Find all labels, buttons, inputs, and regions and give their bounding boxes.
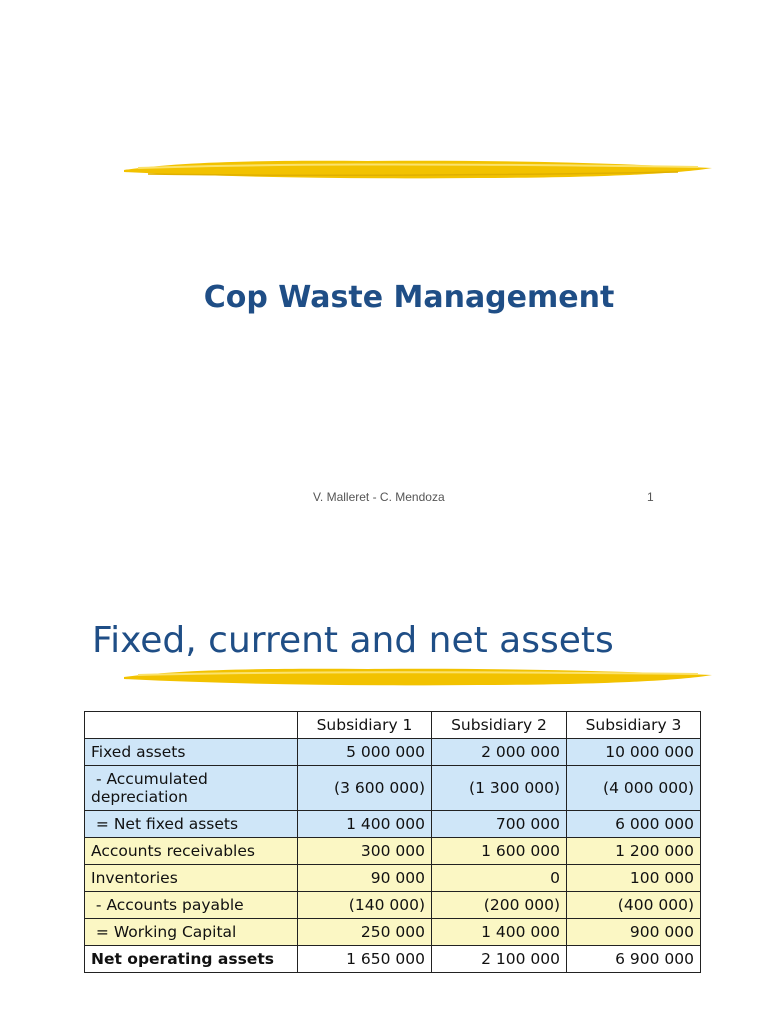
- row-label: Accounts receivables: [85, 838, 298, 865]
- header-cell: Subsidiary 1: [298, 712, 432, 739]
- row-label: = Working Capital: [85, 919, 298, 946]
- slide-title: Fixed, current and net assets: [92, 620, 614, 661]
- table-cell: (1 300 000): [432, 766, 567, 811]
- table-cell: 5 000 000: [298, 739, 432, 766]
- table-cell: 300 000: [298, 838, 432, 865]
- header-cell: [85, 712, 298, 739]
- table-row: [85, 865, 701, 892]
- row-label: Fixed assets: [85, 739, 298, 766]
- table-cell: 1 600 000: [432, 838, 567, 865]
- table-row: [85, 919, 701, 946]
- table-cell: 1 650 000: [298, 946, 432, 973]
- table-cell: 6 000 000: [567, 811, 701, 838]
- table-cell: 6 900 000: [567, 946, 701, 973]
- table-row-total: [85, 946, 701, 973]
- slide-title: Cop Waste Management: [203, 280, 615, 315]
- table-cell: 1 400 000: [432, 919, 567, 946]
- header-cell: Subsidiary 2: [432, 712, 567, 739]
- table-cell: 10 000 000: [567, 739, 701, 766]
- table-cell: (200 000): [432, 892, 567, 919]
- table-cell: 900 000: [567, 919, 701, 946]
- page-number: 1: [647, 490, 654, 504]
- header-cell: Subsidiary 3: [567, 712, 701, 739]
- table-cell: 0: [432, 865, 567, 892]
- table-row: [85, 811, 701, 838]
- table-row: [85, 892, 701, 919]
- table-cell: 1 200 000: [567, 838, 701, 865]
- table-cell: (3 600 000): [298, 766, 432, 811]
- table-header-row: [85, 712, 701, 739]
- table-cell: 100 000: [567, 865, 701, 892]
- table-cell: 90 000: [298, 865, 432, 892]
- footer-author: V. Malleret - C. Mendoza: [313, 490, 445, 504]
- table-cell: (4 000 000): [567, 766, 701, 811]
- row-label: - Accounts payable: [85, 892, 298, 919]
- yellow-brush-stroke: [118, 152, 718, 188]
- table-row: [85, 739, 701, 766]
- table-cell: 250 000: [298, 919, 432, 946]
- yellow-brush-stroke: [118, 662, 718, 692]
- table-cell: 2 000 000: [432, 739, 567, 766]
- table-cell: 1 400 000: [298, 811, 432, 838]
- table-cell: 700 000: [432, 811, 567, 838]
- assets-table: [84, 711, 701, 973]
- table-cell: 2 100 000: [432, 946, 567, 973]
- table-row: [85, 766, 701, 811]
- table-cell: (140 000): [298, 892, 432, 919]
- row-label: = Net fixed assets: [85, 811, 298, 838]
- assets-slide: [0, 512, 768, 1024]
- table-cell: (400 000): [567, 892, 701, 919]
- row-label: Inventories: [85, 865, 298, 892]
- row-label: - Accumulated depreciation: [85, 766, 298, 811]
- table-row: [85, 838, 701, 865]
- row-label: Net operating assets: [85, 946, 298, 973]
